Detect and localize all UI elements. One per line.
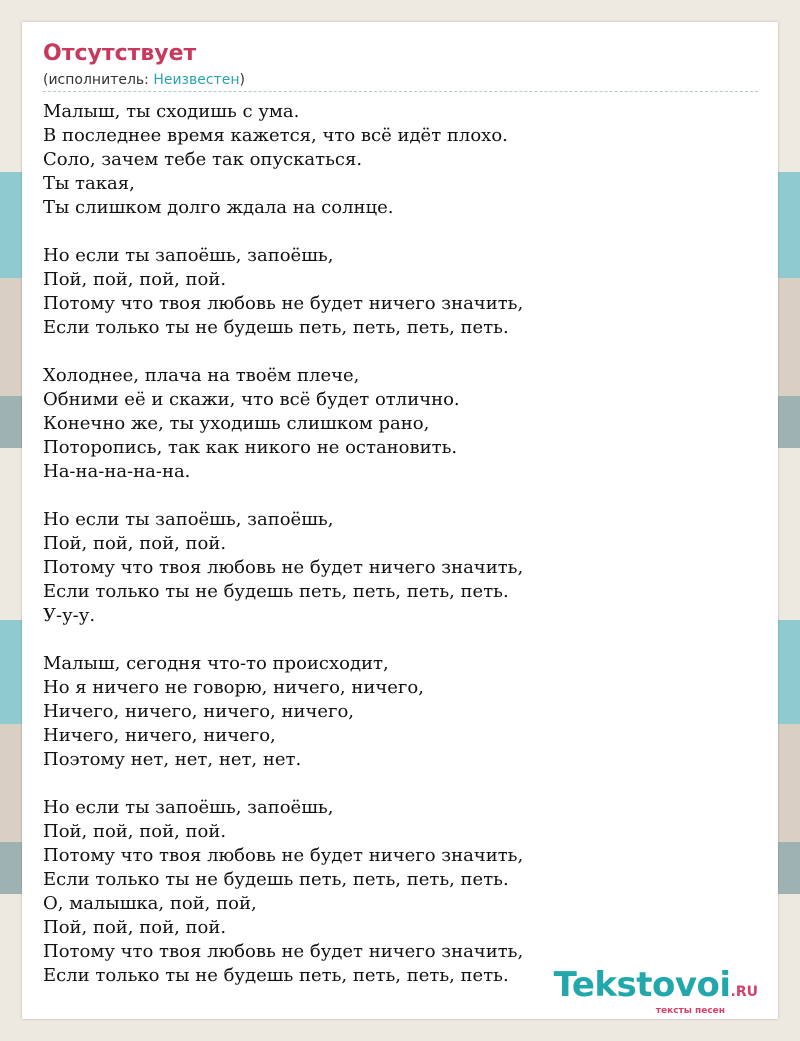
stanza-break xyxy=(43,220,758,244)
lyric-line: Обними её и скажи, что всё будет отлично. xyxy=(43,389,460,410)
lyric-line: Ничего, ничего, ничего, xyxy=(43,725,276,746)
lyric-line: Пой, пой, пой, пой. xyxy=(43,269,227,290)
lyric-line: Потому что твоя любовь не будет ничего значить, xyxy=(43,557,524,578)
title-divider xyxy=(43,91,758,92)
lyric-line: Потому что твоя любовь не будет ничего значить, xyxy=(43,845,524,866)
lyric-line: Ты слишком долго ждала на солнце. xyxy=(43,197,394,218)
lyric-line: Холоднее, плача на твоём плече, xyxy=(43,365,360,386)
lyric-line: На-на-на-на-на. xyxy=(43,461,191,482)
lyric-line: Поторопись, так как никого не остановить. xyxy=(43,437,458,458)
logo-text: Tekstovoi xyxy=(553,965,731,1005)
stanza-break xyxy=(43,484,758,508)
lyric-line: Потому что твоя любовь не будет ничего значить, xyxy=(43,293,524,314)
lyric-line: Но если ты запоёшь, запоёшь, xyxy=(43,245,334,266)
lyric-line: Поэтому нет, нет, нет, нет. xyxy=(43,749,302,770)
artist-prefix: (исполнитель: xyxy=(43,72,154,88)
song-title: Отсутствует xyxy=(43,41,197,66)
lyric-line: Соло, зачем тебе так опускаться. xyxy=(43,149,363,170)
logo-tagline: тексты песен xyxy=(655,1006,725,1016)
lyric-line: Если только ты не будешь петь, петь, петь, петь. xyxy=(43,965,509,986)
site-logo[interactable] xyxy=(554,967,758,1017)
artist-suffix: ) xyxy=(239,72,245,88)
lyric-line: Но если ты запоёшь, запоёшь, xyxy=(43,797,334,818)
lyric-line: Малыш, сегодня что-то происходит, xyxy=(43,653,389,674)
stanza-break xyxy=(43,628,758,652)
lyric-line: У-у-у. xyxy=(43,605,96,626)
lyric-line: Ничего, ничего, ничего, ничего, xyxy=(43,701,355,722)
stanza-break xyxy=(43,340,758,364)
lyric-line: Если только ты не будешь петь, петь, петь, петь. xyxy=(43,317,509,338)
lyric-line: Пой, пой, пой, пой. xyxy=(43,917,227,938)
lyric-line: Потому что твоя любовь не будет ничего значить, xyxy=(43,941,524,962)
lyric-line: Пой, пой, пой, пой. xyxy=(43,821,227,842)
lyrics-card xyxy=(22,22,778,1019)
lyric-line: Малыш, ты сходишь с ума. xyxy=(43,101,300,122)
logo-tld: .RU xyxy=(730,984,758,1000)
lyric-line: О, малышка, пой, пой, xyxy=(43,893,257,914)
artist-line xyxy=(43,70,758,90)
lyric-line: Пой, пой, пой, пой. xyxy=(43,533,227,554)
artist-link[interactable]: Неизвестен xyxy=(153,72,240,88)
lyric-line: Если только ты не будешь петь, петь, петь, петь. xyxy=(43,869,509,890)
stanza-break xyxy=(43,772,758,796)
lyric-line: Но я ничего не говорю, ничего, ничего, xyxy=(43,677,424,698)
lyric-line: Конечно же, ты уходишь слишком рано, xyxy=(43,413,430,434)
lyric-line: В последнее время кажется, что всё идёт плохо. xyxy=(43,125,508,146)
lyric-line: Если только ты не будешь петь, петь, петь, петь. xyxy=(43,581,509,602)
lyric-line: Но если ты запоёшь, запоёшь, xyxy=(43,509,334,530)
lyrics-text xyxy=(43,100,758,988)
lyric-line: Ты такая, xyxy=(43,173,135,194)
